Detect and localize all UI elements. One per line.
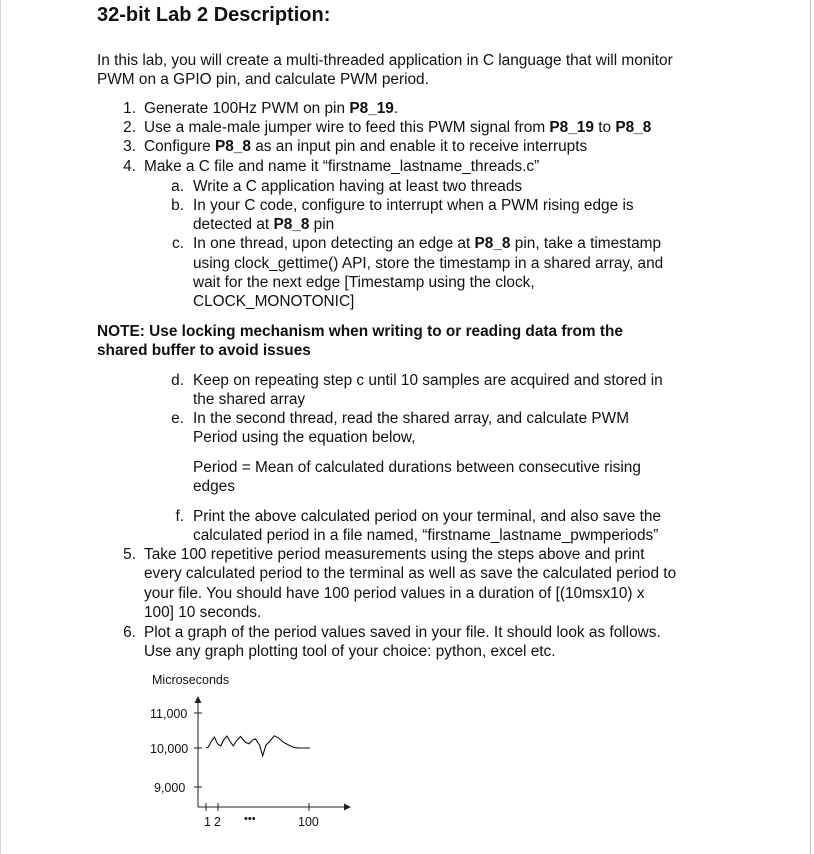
step-4c-line-4: CLOCK_MONOTONIC]: [193, 293, 355, 310]
step-2-to: to: [593, 119, 616, 136]
page-title: 32-bit Lab 2 Description:: [97, 4, 331, 26]
chart-y-axis-label: Microseconds: [152, 673, 230, 687]
chart-x-tick-label: 2: [214, 815, 221, 829]
step-5-line-4: 100] 10 seconds.: [144, 604, 262, 621]
note-line-2: shared buffer to avoid issues: [97, 342, 311, 359]
step-6-number: 6.: [123, 624, 136, 641]
step-2-number: 2.: [123, 119, 136, 136]
step-4c-line-3: wait for the next edge [Timestamp using the clock,: [193, 274, 535, 291]
chart-x-tick-label: 1: [204, 815, 211, 829]
step-4c-pre: In one thread, upon detecting an edge at: [193, 235, 475, 252]
step-6-line-1: Plot a graph of the period values saved in your file. It should look as follows.: [144, 624, 661, 641]
step-4-number: 4.: [123, 158, 136, 175]
step-4e-line-2: Period using the equation below,: [193, 429, 416, 446]
chart-x-tick-label: 100: [298, 815, 319, 829]
step-4f-letter: f.: [175, 508, 184, 525]
step-4c-pin: P8_8: [474, 235, 511, 252]
step-4f-line-1: Print the above calculated period on your terminal, and also save the: [193, 508, 661, 525]
step-4b-letter: b.: [171, 197, 184, 214]
step-5-number: 5.: [123, 546, 136, 563]
step-4-text: Make a C file and name it “firstname_lastname_threads.c”: [144, 158, 540, 175]
step-4b-pre: detected at: [193, 216, 274, 233]
chart-y-tick-label: 11,000: [150, 707, 188, 721]
period-series-line: [206, 736, 310, 756]
formula-line-1: Period = Mean of calculated durations between consecutive rising: [193, 459, 641, 476]
step-5-line-3: your file. You should have 100 period values in a duration of [(10msx10) x: [144, 585, 645, 602]
step-4b-post: pin: [309, 216, 335, 233]
step-4e-letter: e.: [171, 410, 184, 427]
chart-y-tick-label: 9,000: [154, 781, 186, 795]
step-4d-line-1: Keep on repeating step c until 10 samples are acquired and stored in: [193, 372, 663, 389]
chart-y-tick-label: 10,000: [150, 742, 189, 756]
step-5-line-2: every calculated period to the terminal as well as save the calculated period to: [144, 565, 677, 582]
step-4e-line-1: In the second thread, read the shared array, and calculate PWM: [193, 410, 630, 427]
step-2-text: Use a male-male jumper wire to feed this PWM signal from: [144, 119, 550, 136]
step-1-end: .: [393, 100, 399, 117]
chart-x-ellipsis: •••: [244, 813, 256, 825]
step-5-line-1: Take 100 repetitive period measurements using the steps above and print: [144, 546, 645, 563]
note-line-1: NOTE: Use locking mechanism when writing to or reading data from the: [97, 323, 623, 340]
step-3-pin: P8_8: [215, 138, 251, 155]
formula-line-2: edges: [193, 478, 235, 495]
intro-line-1: In this lab, you will create a multi-threaded application in C language that will monitor: [97, 52, 673, 69]
step-2-pin-from: P8_19: [549, 119, 594, 136]
step-4a-text: Write a C application having at least two threads: [193, 178, 523, 195]
step-2-pin-to: P8_8: [615, 119, 652, 136]
step-4f-line-2: calculated period in a file named, “firstname_lastname_pwmperiods”: [193, 527, 659, 544]
step-6-line-2: Use any graph plotting tool of your choice: python, excel etc.: [144, 643, 556, 660]
step-3-rest: as an input pin and enable it to receive interrupts: [250, 138, 588, 155]
step-4a-letter: a.: [171, 178, 184, 195]
step-4b-line-1: In your C code, configure to interrupt when a PWM rising edge is: [193, 197, 634, 214]
step-4d-letter: d.: [171, 372, 184, 389]
step-4c-post: pin, take a timestamp: [510, 235, 662, 252]
step-4c-letter: c.: [172, 235, 184, 252]
chart-x-axis-arrow: [344, 804, 351, 811]
intro-line-2: PWM on a GPIO pin, and calculate PWM period.: [97, 71, 429, 88]
step-4b-pin: P8_8: [273, 216, 310, 233]
step-1-number: 1.: [123, 100, 136, 117]
step-3-text: Configure: [144, 138, 216, 155]
step-4c-line-2: using clock_gettime() API, store the timestamp in a shared array, and: [193, 255, 664, 272]
step-1-text: Generate 100Hz PWM on pin: [144, 100, 350, 117]
step-1-pin: P8_19: [349, 100, 394, 117]
step-3-number: 3.: [123, 138, 136, 155]
step-4d-line-2: the shared array: [193, 391, 306, 408]
chart-y-axis-arrow: [195, 696, 202, 703]
